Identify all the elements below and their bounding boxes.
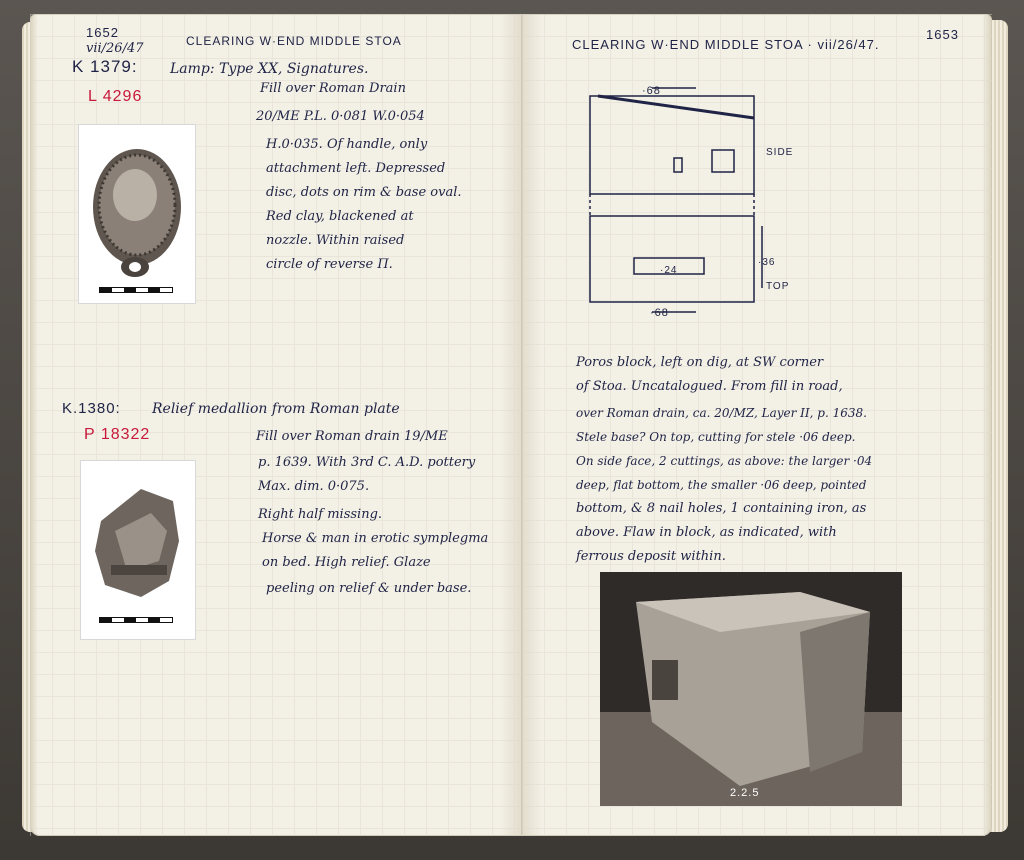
scale-bar bbox=[99, 617, 173, 623]
entry2-line: Fill over Roman drain 19/ME bbox=[256, 429, 448, 444]
entry2-line: Right half missing. bbox=[258, 507, 383, 522]
lamp-image bbox=[79, 125, 195, 303]
description-line: On side face, 2 cuttings, as above: the larger ·04 bbox=[576, 454, 873, 468]
dimension-label-inner: ·24 bbox=[660, 265, 678, 276]
entry1-line: circle of reverse Π. bbox=[266, 257, 393, 272]
entry2-title: Relief medallion from Roman plate bbox=[152, 401, 400, 417]
page-heading: CLEARING W·END MIDDLE STOA bbox=[186, 34, 402, 48]
description-line: ferrous deposit within. bbox=[576, 549, 726, 564]
page-number: 1652 bbox=[86, 25, 119, 40]
left-page bbox=[30, 14, 522, 836]
right-page bbox=[522, 14, 992, 836]
description-line: Poros block, left on dig, at SW corner bbox=[576, 355, 824, 370]
medallion-photo bbox=[80, 460, 196, 640]
entry2-line: p. 1639. With 3rd C. A.D. pottery bbox=[258, 455, 476, 470]
entry1-line: Fill over Roman Drain bbox=[260, 81, 406, 96]
scale-bar bbox=[99, 287, 173, 293]
entry2-line: on bed. High relief. Glaze bbox=[262, 555, 431, 570]
description-line: of Stoa. Uncatalogued. From fill in road, bbox=[576, 379, 843, 394]
entry1-line: 20/ME P.L. 0·081 W.0·054 bbox=[256, 109, 425, 124]
sketch-label-side: SIDE bbox=[766, 147, 794, 158]
entry2-line: Max. dim. 0·075. bbox=[258, 479, 370, 494]
entry1-title: Lamp: Type XX, Signatures. bbox=[170, 61, 369, 77]
medallion-image bbox=[81, 461, 195, 639]
entry2-line: peeling on relief & under base. bbox=[266, 581, 472, 596]
entry2-line: Horse & man in erotic symplegma bbox=[262, 531, 489, 546]
dimension-label-side: ·36 bbox=[758, 257, 776, 268]
page-edges-right bbox=[990, 20, 1008, 832]
entry1-inventory: L 4296 bbox=[88, 88, 143, 105]
dimension-label-bottom: ·68 bbox=[650, 307, 669, 319]
dimension-label-top: ·68 bbox=[642, 85, 661, 97]
page-number: 1653 bbox=[926, 27, 959, 42]
description-line: above. Flaw in block, as indicated, with bbox=[576, 525, 837, 540]
entry1-line: Red clay, blackened at bbox=[266, 209, 414, 224]
description-line: bottom, & 8 nail holes, 1 containing iron, as bbox=[576, 501, 867, 516]
entry2-inventory: P 18322 bbox=[84, 426, 151, 443]
description-line: deep, flat bottom, the smaller ·06 deep, pointed bbox=[576, 478, 867, 492]
sketch-label-top: TOP bbox=[766, 281, 790, 292]
entry1-number: K 1379: bbox=[72, 57, 138, 76]
entry1-line: attachment left. Depressed bbox=[266, 161, 446, 176]
entry-date: vii/26/47 bbox=[86, 41, 144, 56]
entry2-number: K.1380: bbox=[62, 400, 121, 417]
block-photo bbox=[600, 572, 902, 806]
page-heading: CLEARING W·END MIDDLE STOA · vii/26/47. bbox=[572, 37, 880, 52]
photo-caption: 2.2.5 bbox=[730, 787, 760, 799]
entry1-line: disc, dots on rim & base oval. bbox=[266, 185, 462, 200]
entry1-line: nozzle. Within raised bbox=[266, 233, 405, 248]
lamp-photo bbox=[78, 124, 196, 304]
poros-block-image bbox=[600, 572, 902, 806]
description-line: Stele base? On top, cutting for stele ·06 deep. bbox=[576, 430, 856, 444]
entry1-line: H.0·035. Of handle, only bbox=[266, 137, 428, 152]
description-line: over Roman drain, ca. 20/MZ, Layer II, p. 1638. bbox=[576, 406, 867, 420]
